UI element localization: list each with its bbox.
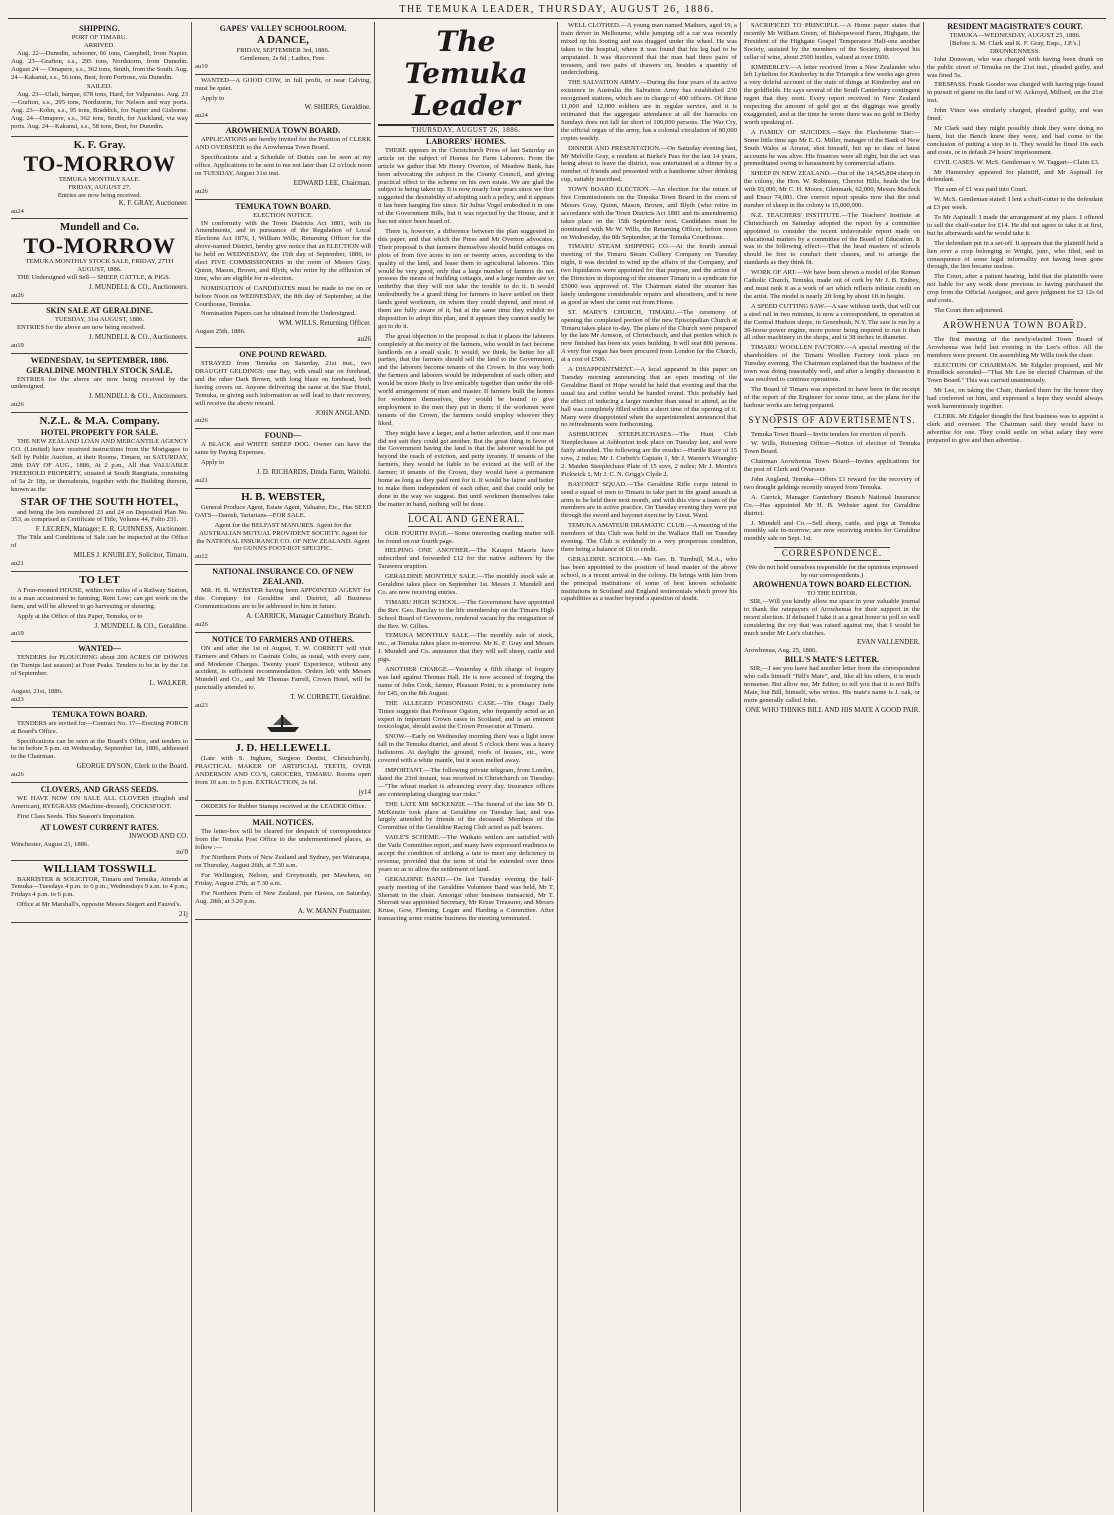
news-para: TIMARU STEAM SHIPPING CO.—At the fourth annual meeting of the Timaru Steam Colliery Company on Tuesday night, it was decided to wind up the affairs of the Company, and two liquidators were appointed for that purpose, and the action of the Directors in disposing of the steamer Timaru to a syndicate for £5000 was approved of. The Chairman stated the steamer has lately undergone considerable repairs and alterations, and is now as good as when she came out from Home.	[561, 243, 737, 306]
news-para: A FAMILY OF SUICIDES.—Says the Flaxbourne Star:—Some little time ago Mr E. G. Miller, manager of the Bank of New South Wales at Arrarat, shot himself, but up to date of latest accounts he was alive. His finances were all right, but the act was premeditated owing to harassment by commercial affairs.	[744, 128, 920, 168]
news-para: A SPEED CUTTING SAW.—A saw without teeth, that will cut a steel rail in two minutes, is now a correspondent, in operation at the Central Hudson shops, in Greenbush, N.Y. The saw is run by a 30-horse power engine, more power being required to run it than all other machinery in the shops, and is 38 inches in diameter.	[744, 302, 920, 342]
to-let-ref: au19	[11, 630, 24, 638]
skin-sale-text: ENTRIES for the above are now being received.	[17, 323, 146, 331]
election-ad	[195, 200, 371, 349]
arowhenua-board-body	[927, 336, 1103, 445]
geraldine-stock-ad	[11, 354, 188, 414]
cow-text: WANTED—A GOOD COW, in full profit, or near Calving, must be quiet.	[195, 76, 371, 92]
kf-gray-line3: Entries are now being received.	[57, 191, 142, 199]
wanted-head: WANTED—	[77, 644, 122, 654]
election-sub: ELECTION NOTICE.	[253, 211, 313, 219]
geraldine-stock-head: GERALDINE MONTHLY STOCK SALE.	[26, 365, 173, 375]
court-para: To Mr Aspinall: I made the arrangement at my place. I offered to sell the chaff-cutter for £14. He did not agree to take it at first, but he afterwards said he would take it.	[927, 214, 1103, 237]
sailed-text: Aug. 23—Ulali, barque, 678 tons, Hard, for Valparaiso. Aug. 23—Grafton, s.s., 295 tons, Nordstorm, for Nelson and way ports. Aug. 23—Kohn, s.s., 95 tons, Braddick, for Napier and Gisborne. Aug. 24—Omapere, s.s., 362 tons, Smith, for Auckland, via way ports. Aug. 24—Kakanui, s.s., 58 tons, Best, for Dunedin.	[11, 91, 188, 130]
cow-ad	[195, 75, 371, 125]
national-text: MR. H. B. WEBSTER having been APPOINTED AGENT for this Company for Geraldine and District, all Business Communications are to be addressed to him in future.	[195, 587, 371, 611]
ttb-text: TENDERS are invited for—Contract No. 17—Erecting PORCH at Board's Office.	[11, 719, 188, 735]
leader-para: They might have a larger, and a better selection, and if one man did not suit they could get another. But the great thing in favor of the Government having the land is that the laborer would be put beyond the reach of eviction, and petty tyranny. If tenants of the farmers, they would be liable to be evicted at the will of the farmer; if tenants of the Crown, they would have a permanent home as long as they paid rent for it. It would be fairer and better to make them independent of each other, and that could only be done in the way we suggest. But until workmen themselves take the matter in hand, nothing will be done.	[378, 429, 554, 508]
kf-gray-tomorrow: TO-MORROW	[23, 150, 176, 176]
court-body	[927, 56, 1103, 315]
wanted-ref: au23	[11, 695, 24, 703]
national-sign: A. CARRICK, Manager Canterbury Branch.	[245, 611, 371, 620]
mail-text2: For Northern Ports of New Zealand and Sydney, per Wairarapa, on Thursday, August 26th, at 7.30 a.m.	[195, 854, 371, 870]
news-para: ASHBURTON STEEPLECHASES.—The Hunt Club Steeplechases at Ashburton took place on Tuesday last, and were fairly attended. The following are the results:—Hurdle Race of 15 sovs, 2 miles; Mr J. Corbett's Captain 1, Mr J. Warner's Wrangler 2. Maiden Steeplechase Plate of 15 sovs, 2 miles; Mr J. Morris's Pickwick 1, Mr J. C. N. Grigg's Clyde 2.	[561, 431, 737, 478]
leader-para: THERE appears in the Christchurch Press of last Saturday an article on the subject of Homes for Farm Laborers. From the article we gather that Mr Henry Overton, of Meadow Bank, has been advocating the subject in the County Council, and giving practical effect to the scheme on his own estate. We are glad the subject is being taken up. It is now nearly four years since we first suggested the desirability of adopting such a policy, and it appears it has been hanging fire since. Sir Julius Vogel embodied it in one of the Government Bills, but it was rejected by the House, and it has not since been heard of.	[378, 146, 554, 226]
news-para: WELL CLOTHED.—A young man named Mathers, aged 19, a train driver in Melbourne, while jumping off a car was recently mixed up his footing and was dragged under the wheel. He was taken to the hospital, where it was found that his leg had to be amputated. It was discovered that the man had three pairs of trousers, and two pairs of drawers on, besides a quantity of underclothing.	[561, 22, 737, 77]
synopsis-para: Temuka Town Board—Invite tenders for erection of porch.	[751, 430, 907, 438]
news-para: GERALDINE SCHOOL.—Mr Geo. B. Turnbull, M.A., who has been appointed to the position of head master of the above school, is a recent arrival in the colony. He brings with him from the principal institutions of some of best known scholastic institutions in Scotland and England testimonials which prove his capabilities as a teacher beyond a question of doubt.	[561, 555, 737, 603]
election-text: IN conformity with the Town Districts Act 1881, with its Amendments, and in pursuance of the Regulation of Local Elections Act 1876, I, William Wills, Returning Officer for the above-named District, hereby give notice that an ELECTION will be held on WEDNESDAY, the 15th day of September, 1886, to elect FIVE COMMISSIONERS in the room of Messrs Gray, Quinn, Mason, Brown, and Blyth, who retire by the effluxion of time, who are eligible for re-election.	[195, 219, 371, 282]
column-2	[191, 22, 374, 1512]
news-para: TOWN BOARD ELECTION.—An election for the return of five Commissioners on the Temuka Town Board in the room of Messrs Gray, Quinn, Mason, Brown, and Blyth (who retire in accordance with the Town Districts Act 1881 and its amendments) takes place on the 15th September next. Candidates must be nominated with Mr W. Wills, the Returning Officer, before noon on Wednesday, the 8th September, at the Temuka Courthouse.	[561, 186, 737, 241]
synopsis-title: SYNOPSIS OF ADVERTISEMENTS.	[744, 414, 920, 428]
skin-sale-sign: J. MUNDELL & CO., Auctioneers.	[88, 332, 188, 341]
correspondence-title: CORRESPONDENCE.	[744, 547, 920, 561]
mail-text3: For Wellington, Nelson, and Greymouth, per Mawhera, on Friday, August 27th, at 7.30 a.m.	[195, 871, 371, 887]
shipping-section	[11, 22, 188, 137]
kf-gray-ad	[11, 137, 188, 220]
nzlma-ref: au21	[11, 559, 24, 567]
local-para: THE LATE MR MCKENZIE.—The funeral of the late Mr D. McKenzie took place at Geraldine on Tuesday last, and was largely attended by friends of the deceased. Members of the Committee of the Geraldine Racing Club acted as pall bearers.	[378, 800, 554, 832]
nzlma-head: HOTEL PROPERTY FOR SALE.	[40, 428, 159, 438]
news-para: DINNER AND PRESENTATION.—On Saturday evening last, Mr Melville Gray, a resident at Burke's Pass for the last 14 years, being about to leave the district, was entertained at a dinner by a number of friends and presented with a handsome silver drinking cup, suitably inscribed.	[561, 144, 737, 184]
arowhenua-sign: EDWARD LEE, Chairman.	[293, 178, 371, 187]
found-text2: Apply to	[201, 459, 225, 467]
corresp-date: Arowhenua, Aug. 25, 1886.	[744, 647, 818, 655]
news-para: SHEEP IN NEW ZEALAND.—Out of the 14,545,804 sheep in the colony, the Hon. W. Robinson, Cheviot Hills, heads the list with 93,000, Mr C. H. Moore, Glenmark, 62,000, Messrs Macleck and Ensor 74,081. One correct report speaks now that the total number of sheep in the colony is 15,000,000.	[744, 170, 920, 209]
geraldine-stock-text: ENTRIES for the above are now being received by the undersigned.	[11, 375, 188, 391]
sailed-label: SAILED.	[86, 83, 113, 91]
skin-sale-head: SKIN SALE AT GERALDINE.	[46, 305, 153, 315]
column-4-body	[561, 22, 737, 603]
arowhenua-text: APPLICATIONS are hereby invited for the Position of CLERK AND OVERSEER to the Arowhenua Town Board.	[195, 136, 371, 152]
nzlma-hotel: STAR OF THE SOUTH HOTEL,	[20, 495, 179, 508]
arrived-label: ARRIVED.	[84, 41, 115, 49]
arowhenua-ref: au26	[195, 187, 208, 195]
arowhenua-head: AROWHENUA TOWN BOARD.	[225, 126, 341, 136]
clovers-text2: First Class Seeds. This Season's Importation.	[17, 812, 136, 820]
corresp-sub2: BILL'S MATE'S LETTER.	[784, 655, 880, 665]
hellewell-head: J. D. HELLEWELL	[235, 742, 331, 754]
corresp-sign2: ONE WHO THINKS BILL AND HIS MATE A GOOD PAIR.	[745, 705, 920, 714]
stamps-text: ORDERS for Rubber Stamps received at the LEADER Office.	[201, 802, 367, 810]
found-sign: J. D. RICHARDS, Dinda Farm, Waitohi.	[256, 468, 371, 477]
mundell-name: Mundell and Co.	[59, 221, 140, 234]
hellewell-ad	[195, 740, 371, 801]
leader-title: LABORERS' HOMES.	[425, 136, 506, 146]
notice-ref: au23	[195, 702, 208, 710]
to-let-text: A Four-roomed HOUSE, within two miles of a Railway Station, to a man accustomed to farming; Rent Low; can get work on the farm, and will be allowed to go harvesting or shearing.	[11, 586, 188, 610]
local-para: ANOTHER CHARGE.—Yesterday a fifth charge of forgery was laid against Thomas Hall. He is now accused of forging the name of John Cook, farmer, Pleasant Point, to a promissory note for £45, on the 8th August.	[378, 666, 554, 697]
geraldine-stock-ref: au26	[11, 401, 24, 409]
mail-ad	[195, 816, 371, 919]
news-para: TEMUKA AMATEUR DRAMATIC CLUB.—A meeting of the members of this Club was held in the Wallace Hall on Tuesday evening. The Club is evidently in a very prosperous condition, there being a balance of £6 to credit.	[561, 522, 737, 553]
kf-gray-line2: FRIDAY, AUGUST 27.	[68, 183, 131, 191]
clovers-head: CLOVERS, AND GRASS SEEDS.	[40, 785, 159, 795]
pound-text: STRAYED from Temuka on Saturday, 21st inst., two DRAUGHT GELDINGS: one Bay, with small star on forehead, and the other Dark Brown, with long blaze on forehead, both having covers on. Anyone delivering the same at the Star Hotel, Temuka, or giving such information as will lead to their recovery, will receive the above reward.	[195, 360, 371, 407]
tosswill-ref: 21j	[179, 910, 188, 919]
found-text: A BLACK and WHITE SHEEP DOG. Owner can have the same by Paying Expenses.	[195, 441, 371, 457]
clovers-sign: INWOOD AND CO.	[129, 831, 188, 840]
wanted-text: TENDERS for PLOUGHING about 200 ACRES OF DOWNS (in Turnips last season) at Four Peaks. Tenders to be in by the 1st of September.	[11, 654, 188, 678]
ttb-sign: GEORGE DYSON, Clerk to the Board.	[76, 762, 188, 771]
clovers-text: WE HAVE NOW ON SALE ALL CLOVERS (English and American), RYEGRASS (Machine-dressed), COCKSFOOT.	[11, 795, 188, 810]
dance-text: Gentlemen, 2s 6d ; Ladies, Free.	[240, 54, 326, 62]
clovers-ref: no'0	[176, 847, 188, 856]
local-para: VAILE'S SCHEME.—The Waikato settlers are satisfied with the Vaile Committee report, and many have expressed readiness to accept the condition of striking a rate to meet any deficiency in revenue, provided that the term of trial be extended over three years so as to allow the settlement of land.	[378, 834, 554, 873]
arowhenua-ad	[195, 124, 371, 199]
mail-sign: A. W. MANN Postmaster.	[297, 906, 371, 915]
skin-sale-date: TUESDAY, 31st AUGUST, 1886.	[54, 315, 145, 323]
tosswill-text: BARRISTER & SOLICITOR, Timaru and Temuka, Attends at Temuka—Tuesdays 4 p.m. to 6 p.m.; Wednesdays 9 a.m. to 4 p.m.; Fridays 4 p.m. to 6 p.m.	[11, 875, 188, 899]
cow-text2: Apply to	[201, 94, 225, 102]
webster-head: H. B. WEBSTER,	[241, 490, 325, 503]
nzlma-text: THE NEW ZEALAND LOAN AND MERCANTILE AGENCY CO. (Limited) have received instructions from the Mortgagee to Sell by Public Auction, at their Rooms, Timaru, on SATURDAY, 28th DAY OF AUG., 1886, At 2 p.m., All that VALUABLE FREEHOLD PROPERTY, situated at South Rangitata, consisting of 5a 2r 18p, or thereabouts, together with the Building thereon, known as the	[11, 438, 188, 493]
clovers-date: Winchester, August 21, 1886.	[11, 840, 89, 848]
election-sign: WM. WILLS, Returning Officer.	[278, 319, 371, 328]
synopsis-para: A. Carrick, Manager Canterbury Branch National Insurance Co.—Has appointed Mr H. B. Webster agent for Geraldine district.	[744, 493, 920, 517]
synopsis-para: John Angland, Temuka—Offers £1 reward for the recovery of two draught geldings recently strayed from Temuka.	[744, 476, 920, 491]
local-para: IMPORTANT.—The following private telegram, from London, dated the 23rd instant, was received in Christchurch on Tuesday:—"The wheat market is advancing every day. Insurance offices are contemplating charging war risks."	[378, 766, 554, 798]
court-para: CIVIL CASES. W. McS. Gentleman v. W. Taggart—Claim £3.	[934, 158, 1100, 166]
to-let-text2: Apply at the Office of this Paper, Temuka, or to	[17, 612, 143, 620]
column-6	[923, 22, 1106, 1512]
clovers-line: AT LOWEST CURRENT RATES.	[40, 822, 159, 832]
pound-head: ONE POUND REWARD.	[239, 350, 327, 360]
stamps-ad	[195, 801, 371, 817]
ttb-ref: au26	[11, 771, 24, 779]
tosswill-head: WILLIAM TOSSWILL	[43, 862, 156, 875]
notice-head: NOTICE TO FARMERS AND OTHERS.	[211, 634, 355, 644]
dance-title: A DANCE,	[257, 34, 309, 46]
news-para: N.Z. TEACHERS' INSTITUTE.—The Teachers' Institute at Christchurch on Saturday adopted the report by a committee appointed to consider the recent unfavorable report made on educational matters by a committee of the Board of Education. It was to the following effect:—That the head masters of schools should be free to conduct their classes, and to arrange the standards as they think fit.	[744, 211, 920, 267]
corresp-sub: AROWHENUA TOWN BOARD ELECTION.	[752, 580, 912, 589]
found-ref: au21	[195, 476, 208, 484]
court-para: The defendant put in a set-off. It appears that the plaintiff held a lien over a crop belonging to Wright, junr., who filed, and in consequence of some legal informality not having been gone through, the lien became useless.	[927, 239, 1103, 271]
shipping-title: SHIPPING.	[79, 24, 120, 33]
nzlma-sign: F. LECREN, Manager; E. R. GUINNESS, Auctioneer.	[35, 525, 188, 534]
to-let-sign: J. MUNDELL & CO., Geraldine.	[94, 621, 188, 630]
found-head: FOUND—	[264, 431, 302, 441]
mail-text: The letter-box will be cleared for despatch of correspondence from the Temuka Post Office to the undermentioned places, as follow :—	[195, 828, 371, 852]
top-rule	[8, 18, 1106, 19]
webster-text: General Produce Agent, Estate Agent, Valuator, Etc., Has SEED OATS—Danish, Tartarians—FOR SALE.	[195, 503, 371, 519]
local-para: TEMUKA MONTHLY SALE.—The monthly sale of stock, etc., at Temuka takes place to-morrow. Mr K. F. Gray and Messrs J. Mundell and Co. announce that they will sell sheep, cattle and pigs.	[378, 632, 554, 664]
masthead: The Temuka Leader	[378, 22, 554, 126]
synopsis-body	[744, 431, 920, 544]
synopsis-para: W. Wills, Returning Officer—Notice of election of Temuka Town Board.	[744, 440, 920, 456]
court-para: The Court, after a patient hearing, held that the plaintiffs were not liable for any work done previous to having purchased the crop from the Official Assignee, and gave judgment for £2 12s 6d and costs.	[927, 273, 1103, 305]
columns	[8, 22, 1106, 1512]
news-para: The Board of Timaru was expected to have been in the receipt of the report of the Engineer for some time, as the plans for the harbour works are being prepared.	[744, 385, 920, 409]
nzlma-name: N.Z.L. & M.A. Company.	[39, 415, 160, 428]
local-para: THE ALLEGED POISONING CASE.—The Otago Daily Times suggests that Professor Ogston, who frequently acted as an expert in important Crown cases in Scotland, and is an eminent toxicologist, should assist the Crown Prosecutor at Timaru.	[378, 699, 554, 731]
column-5-body	[744, 22, 920, 410]
mundell-ad	[11, 219, 188, 304]
dance-date: FRIDAY, SEPTEMBER 3rd, 1886.	[236, 47, 330, 54]
mundell-tomorrow: TO-MORROW	[23, 233, 176, 259]
ttb-head: TEMUKA TOWN BOARD.	[51, 709, 148, 719]
national-head: NATIONAL INSURANCE CO. OF NEW ZEALAND.	[212, 567, 354, 587]
dance-ad	[195, 22, 371, 75]
kf-gray-line1: TEMUKA MONTHLY SALE.	[58, 175, 141, 183]
court-para: The Court then adjourned.	[934, 307, 1004, 314]
news-para: WORK OF ART.—We have been shown a model of the Roman Catholic Church, Temuka, made out of cork by Mr J. B. Embey, and must rank it as a work of art which reflects infinite credit on the artist. The model is nearly 2ft long by about 1ft in height.	[744, 269, 920, 300]
hellewell-ref: jy14	[358, 787, 371, 796]
mail-text4: For Northern Ports of New Zealand, per Hawea, on Saturday, Aug. 28th, at 3.20 p.m.	[195, 889, 371, 905]
local-para: SNOW.—Early on Wednesday morning there was a light snow fall in the Temuka district, and about 5 o'clock there was a heavy hailstorm. At daylight the ground, roofs of houses, etc., were covered with a white mantle, but it soon melted away.	[378, 733, 554, 765]
notice-text: ON and after the 1st of August, T. W. CORBETT will visit Farmers and Others to Castrate Colts, as usual, with every care, and Moderate Charges. Twenty years' Experience, without any accident, is sufficient recommendation. Orders left with Messrs Mundell and Co., and Mr Thomas Farrell, Crown Hotel, will be punctually attended to.	[195, 644, 371, 692]
court-para: Mr Hamersley appeared for plaintiff, and Mr Aspinall for defendant.	[927, 168, 1103, 184]
court-para: John Donovan, who was charged with having been drunk on the public street of Temuka on the 21st inst., pleaded guilty, and was fined 5s.	[927, 55, 1103, 79]
notice-ad	[195, 633, 371, 740]
kf-gray-ref: au24	[11, 207, 24, 215]
arow-para: Mr Lee, on taking the Chair, thanked them for the honor they had conferred on him, and expressed a hope they would always work harmoniously together.	[927, 387, 1103, 411]
news-para: BAYONET SQUAD.—The Geraldine Rifle corps intend to send a squad of men to Timaru to take part in the grand assault at arms to be held there next month, and with this view a team of the members are in active practice. On Tuesday evening they were put through the sword and bayonet exercise by Lieut. Ward.	[561, 480, 737, 520]
corresp-sign: EVAN VALLENDER.	[856, 638, 920, 647]
court-para: John Vince was similarly charged, pleaded guilty, and was fined.	[927, 107, 1103, 123]
skin-sale-ad	[11, 304, 188, 354]
wanted-date: August, 21st, 1886.	[11, 687, 63, 695]
election-date: August 25th, 1886.	[195, 328, 246, 336]
dance-ref: au19	[195, 62, 208, 70]
correspondence-note: (We do not hold ourselves responsible for the opinions expressed by our correspondents.)	[746, 564, 918, 580]
corresp-text2: SIR,—I see you have had another letter from the correspondent who calls himself "Bill's Mate", and, like all his others, it is much nonsense. But allow me, Mr Editor, to tell you that it is not Bill's Mate, but Bill, himself, who writes. His mate's name is J. oak, or more generally called John.	[744, 665, 920, 704]
news-para: THE SALVATION ARMY.—During the four years of its active existence in Australia the Salvation Army has established 230 recognised stations, which are in charge of 400 officers. Of these 11,000 and 12,000 soldiers are in regular service, and it is estimated that the aggregate attendance at all the barracks on Sundays does not fall far short of 100,000 persons. The War Cry, the official organ of the army, has a colonial circulation of 80,000 copies weekly.	[561, 79, 737, 142]
to-let-head: TO LET	[79, 573, 120, 586]
local-para: HELPING ONE ANOTHER.—The Kaiapoi Maoris have subscribed and forwarded £12 for the native sufferers by the Tarawera eruption.	[378, 547, 554, 571]
pound-ad	[195, 348, 371, 429]
tosswill-ad	[11, 861, 188, 924]
temuka-town-board-ad	[11, 708, 188, 783]
court-para: Mr Clark said they might possibly think they were doing no harm, but the Bench knew they were, and had come to the conclusion of putting a stop to it. They would be fined 10s each and costs, or in default 24 hours' imprisonment.	[927, 124, 1103, 156]
column-3	[374, 22, 557, 1512]
local-para: TIMARU HIGH SCHOOL.—The Government have appointed the Rev. Geo. Barclay to the life membership on the Timaru High School Board of Governors, rendered vacant by the resignation of the Rev. W. Gillies.	[378, 598, 554, 630]
news-para: KIMBERLEY.—A letter received from a New Zealander who left Lyttelton for Kimberley in the Triumph a few weeks ago gives a very doleful account of the state of things at Kimberley and on the goldfields. He says several of the South Canterbury contingent regret that they went. Every report received in New Zealand respecting the amount of gold got at the diggings was greatly exaggerated, and at the time he wrote there was no gold in Derby worth speaking of.	[744, 63, 920, 126]
arrived-text: Aug. 22—Dunedin, schooner, 66 tons, Campbell, from Napier. Aug. 23—Grafton, s.s., 295 tons, Nordstorm, from Dunedin. August 24 — Omapere, s.s., 362 tons, Smith, from the South. Aug. 24—Kakanui, s.s., 56 tons, Best, from Fortrose, via Dunedin.	[11, 49, 188, 81]
election-text2: NOMINATION of CANDIDATES must be made to me on or before Noon on WEDNESDAY, the 8th day of September, at the Courthouse, Temuka.	[195, 284, 371, 308]
local-para: GERALDINE BAND.—On last Tuesday evening the half-yearly meeting of the Geraldine Volunteer Band was held, Mr T. Sherratt in the chair. Amongst other business transacted, Mr T. Sherratt was appointed Secretary, Mr Kruse Treasurer, and Messrs Kruse, Gow, Fleming, Logan and Harding a Committee. After transacting some routine business the meeting terminated.	[378, 875, 554, 923]
election-text3: Nomination Papers can be obtained from the Undersigned.	[201, 310, 356, 318]
court-date: TEMUKA—WEDNESDAY, AUGUST 25, 1886.	[949, 32, 1081, 39]
local-body	[378, 530, 554, 924]
arow-para: CLERK. Mr Edgeler thought the first business was to appoint a clerk and overseer. The Chairman said they would have to advertise for one. They could settle on what salary they were prepared to give and then advertise.	[927, 412, 1103, 444]
webster-ref: au12	[195, 553, 208, 561]
tosswill-text2: Office at Mr Marshall's, opposite Messrs Siegert and Fauvel's.	[17, 901, 182, 909]
local-title: LOCAL AND GENERAL.	[378, 513, 554, 527]
column-4	[557, 22, 740, 1512]
dance-head: GAPES' VALLEY SCHOOLROOM.	[219, 24, 347, 33]
election-head: TEMUKA TOWN BOARD.	[235, 201, 331, 211]
court-head: RESIDENT MAGISTRATE'S COURT.	[947, 22, 1083, 31]
cow-ref: au24	[195, 112, 208, 120]
election-ref: au26	[357, 335, 371, 344]
nzlma-ad	[11, 413, 188, 572]
mundell-line1: TEMUKA MONTHLY STOCK SALE, FRIDAY, 27TH AUGUST, 1886.	[25, 258, 174, 274]
wanted-ad	[11, 642, 188, 707]
dateline: THURSDAY, AUGUST 26, 1886.	[378, 126, 554, 137]
wanted-sign: L. WALKER.	[149, 679, 188, 688]
notice-sign: T. W. CORBETT, Geraldine.	[290, 693, 371, 702]
mail-head: MAIL NOTICES.	[252, 818, 314, 828]
synopsis-para: Chairman Arowhenua Town Board—Invites applications for the post of Clerk and Overseer.	[744, 458, 920, 474]
column-5	[740, 22, 923, 1512]
synopsis-para: J. Mundell and Co.—Sell sheep, cattle, and pigs at Temuka monthly sale to-morrow; are now receiving entries for Geraldine monthly sale on Sept. 1st.	[744, 519, 920, 543]
kf-gray-sign: K. F. GRAY, Auctioneer.	[118, 198, 188, 207]
arowhenua-text2: Specifications and a Schedule of Duties can be seen at my office. Applications to be sent to me not later than 12 o'clock noon on TUESDAY, August 31st inst.	[195, 154, 371, 177]
cow-sign: W. SHIERS, Geraldine.	[304, 103, 371, 112]
found-ad	[195, 429, 371, 489]
webster-ad	[195, 489, 371, 565]
arow-para: The first meeting of the newly-elected Town Board of Arowhenua was held last evening in the Lee's office. All the members were present. On assembling Mr Wills took the chair.	[927, 335, 1103, 359]
national-ref: au26	[195, 620, 208, 628]
national-ad	[195, 565, 371, 633]
ship-illustration	[195, 712, 371, 734]
leader-para: There is, however, a difference between the plan suggested in this paper, and that which the Press and Mr Overton advocates. Their proposal is that farmers themselves should build cottages on plots of from five acres to ten or twenty acres, according to the quality of the land, and lease them to agricultural laborers. This would be very good, only that a large number of farmers do not possess the means of building cottages, and a large number are so unthrifty that they will not take the trouble to do it. It would undoubtedly be a grand thing for farmers to have settled on their lands good workmen, on whom they could depend, and most of them are fully aware of it, but at the same time they exhibit no disposition to adopt this plan, and it appears they cannot easily be got to do it.	[378, 227, 554, 330]
corresp-to: TO THE EDITOR.	[806, 590, 858, 597]
geraldine-stock-sign: J. MUNDELL & CO., Auctioneers.	[88, 392, 188, 401]
news-para: A DISAPPOINTMENT.—A local appeared in this paper on Tuesday morning announcing that an open meeting of the Geraldine Band of Hope would be held that evening and that the usual tea and coffee would be handed round. This probably had the effect of inducing a larger number than usual to attend, as the hall was completely filled within a short time of the opening of it. Many were disappointed when the superintendent announced that no refreshments were forthcoming.	[561, 366, 737, 429]
to-let-ad	[11, 572, 188, 642]
geraldine-stock-date: WEDNESDAY, 1st SEPTEMBER, 1886.	[30, 355, 169, 365]
column-1	[8, 22, 191, 1512]
kf-gray-name: K. F. Gray.	[73, 138, 126, 151]
skin-sale-ref: au19	[11, 341, 24, 349]
mundell-ref: au26	[11, 292, 24, 300]
court-before: [Before A. M. Clark and K. F. Gray, Esqs., J.P.'s.]	[949, 39, 1081, 47]
ttb-text2: Specifications can be seen at the Board's Office, and tenders to be in before 5 p.m. on Wednesday, September 1st, 1886, addressed to the Chairman.	[11, 737, 188, 761]
leader-body	[378, 147, 554, 509]
local-para: OUR FOURTH PAGE.—Some interesting reading matter will be found on our fourth page.	[378, 529, 554, 545]
hellewell-text: (Late with S. Ingham, Surgeon Dentist, Christchurch), PRACTICAL MAKER OF ARTIFICIAL TEETH, OVER ANDERSON AND CO.'S, GROCERS, TIMARU. Rooms open from 10 a.m. to 5 p.m. EXTRACTION, 2s 6d.	[195, 755, 371, 786]
court-para: TRESPASS. Frank Gooder was charged with having pigs found in pursuit of game on the land of W. Ackroyd, Milford, on the 21st inst.	[927, 81, 1103, 105]
pound-ref: au26	[195, 417, 208, 425]
mundell-sign: J. MUNDELL & CO., Auctioneers.	[88, 283, 188, 292]
pound-sign: JOHN ANGLAND.	[315, 408, 371, 417]
arow-para: ELECTION OF CHAIRMAN. Mr Edgeler proposed, and Mr Proudlock seconded—"That Mr Lee be elected Chairman of the Town Board." This was carried unanimously.	[927, 361, 1103, 385]
court-drunk: DRUNKENNESS.	[989, 47, 1040, 55]
local-para: GERALDINE MONTHLY SALE.—The monthly stock sale at Geraldine takes place on September 1st. Messrs J. Mundell and Co. are now receiving entries.	[378, 573, 554, 596]
port-title: PORT OF TIMARU.	[71, 34, 128, 41]
nzlma-text3: The Title and Conditions of Sale can be inspected at the Office of	[11, 534, 188, 550]
mundell-text: THE Undersigned will Sell— SHEEP, CATTLE, & PIGS.	[17, 274, 171, 282]
news-para: TIMARU WOOLLEN FACTORY.—A special meeting of the shareholders of the Timaru Woollen Factory took place on Tuesday evening. The Chairman explained that the business of the town was doing reasonably well, and after a lengthy discussion it was resolved to continue operations.	[744, 344, 920, 383]
news-para: ST. MARY'S CHURCH, TIMARU.—The ceremony of opening the completed portion of the new Episcopalian Church at Timaru takes place to-day. The plans of the Church were prepared by the late Mr Armson, of Christchurch, and that portion which is now finished has been six years building. It will seat 800 persons. A very fine organ has been procured from London for the Church, at a cost of £500.	[561, 308, 737, 364]
arowhenua-board-title: AROWHENUA TOWN BOARD.	[927, 319, 1103, 333]
nzlma-text2: and being the lots numbered 23 and 24 on Deposited Plan No. 353, as comprised in Certificate of Title, Volume 44, Folio 231.	[11, 508, 188, 524]
court-para: W. McS. Gentleman stated: I lent a chaff-cutter to the defendant at £3 per week.	[927, 196, 1103, 212]
news-para: SACRIFICED TO PRINCIPLE.—A Home paper states that recently Mr William Green, of Bishopswood Farm, Highgate, the President of the Highgate Gospel Temperance Half-one another Society, assisted by the members of the Society, destroyed his cellar of wine, about 2500 bottles, valued at over £600.	[744, 22, 920, 61]
running-head: THE TEMUKA LEADER, THURSDAY, AUGUST 26, 1886.	[399, 4, 715, 15]
nzlma-sign2: MILES J. KNUBLEY, Solicitor, Timaru.	[73, 551, 188, 560]
clovers-ad	[11, 783, 188, 860]
leader-para: The great objection to the proposal is that it places the laborers completely at the mercy of the farmers, who would in fact become landlords on a small scale. It would, we think, be better for all parties, that the farmers should sell the land to the Government, and the laborers become tenants of the Crown. In this way both the farmers and laborers would be independent of each other; and would be more likely to live amicably together than under the old-world arrangement of man and master. If farmers built the homes for workmen themselves, they would be bound to give employment to the men they put in them; if the workmen were tenants of the Crown, the farmers could employ whoever they liked.	[378, 332, 554, 427]
corresp-text: SIR,—Will you kindly allow me space in your valuable journal to thank the ratepayers of Arowhenua for their support in the recent election. If defeated I take it as a great honor to poll so well considering the cry that was raised against me, that I would be much under Mr Lee's clutches.	[744, 597, 920, 637]
court-para: The sum of £1 was paid into Court.	[934, 186, 1028, 194]
webster-agents: Agent for the BELFAST MANURES. Agent for the AUSTRALIAN MUTUAL PROVIDENT SOCIETY. Agent for the NATIONAL INSURANCE CO. OF NEW ZEALAND. Agent for GUNN'S FOOT-ROT SPECIFIC.	[196, 521, 370, 553]
